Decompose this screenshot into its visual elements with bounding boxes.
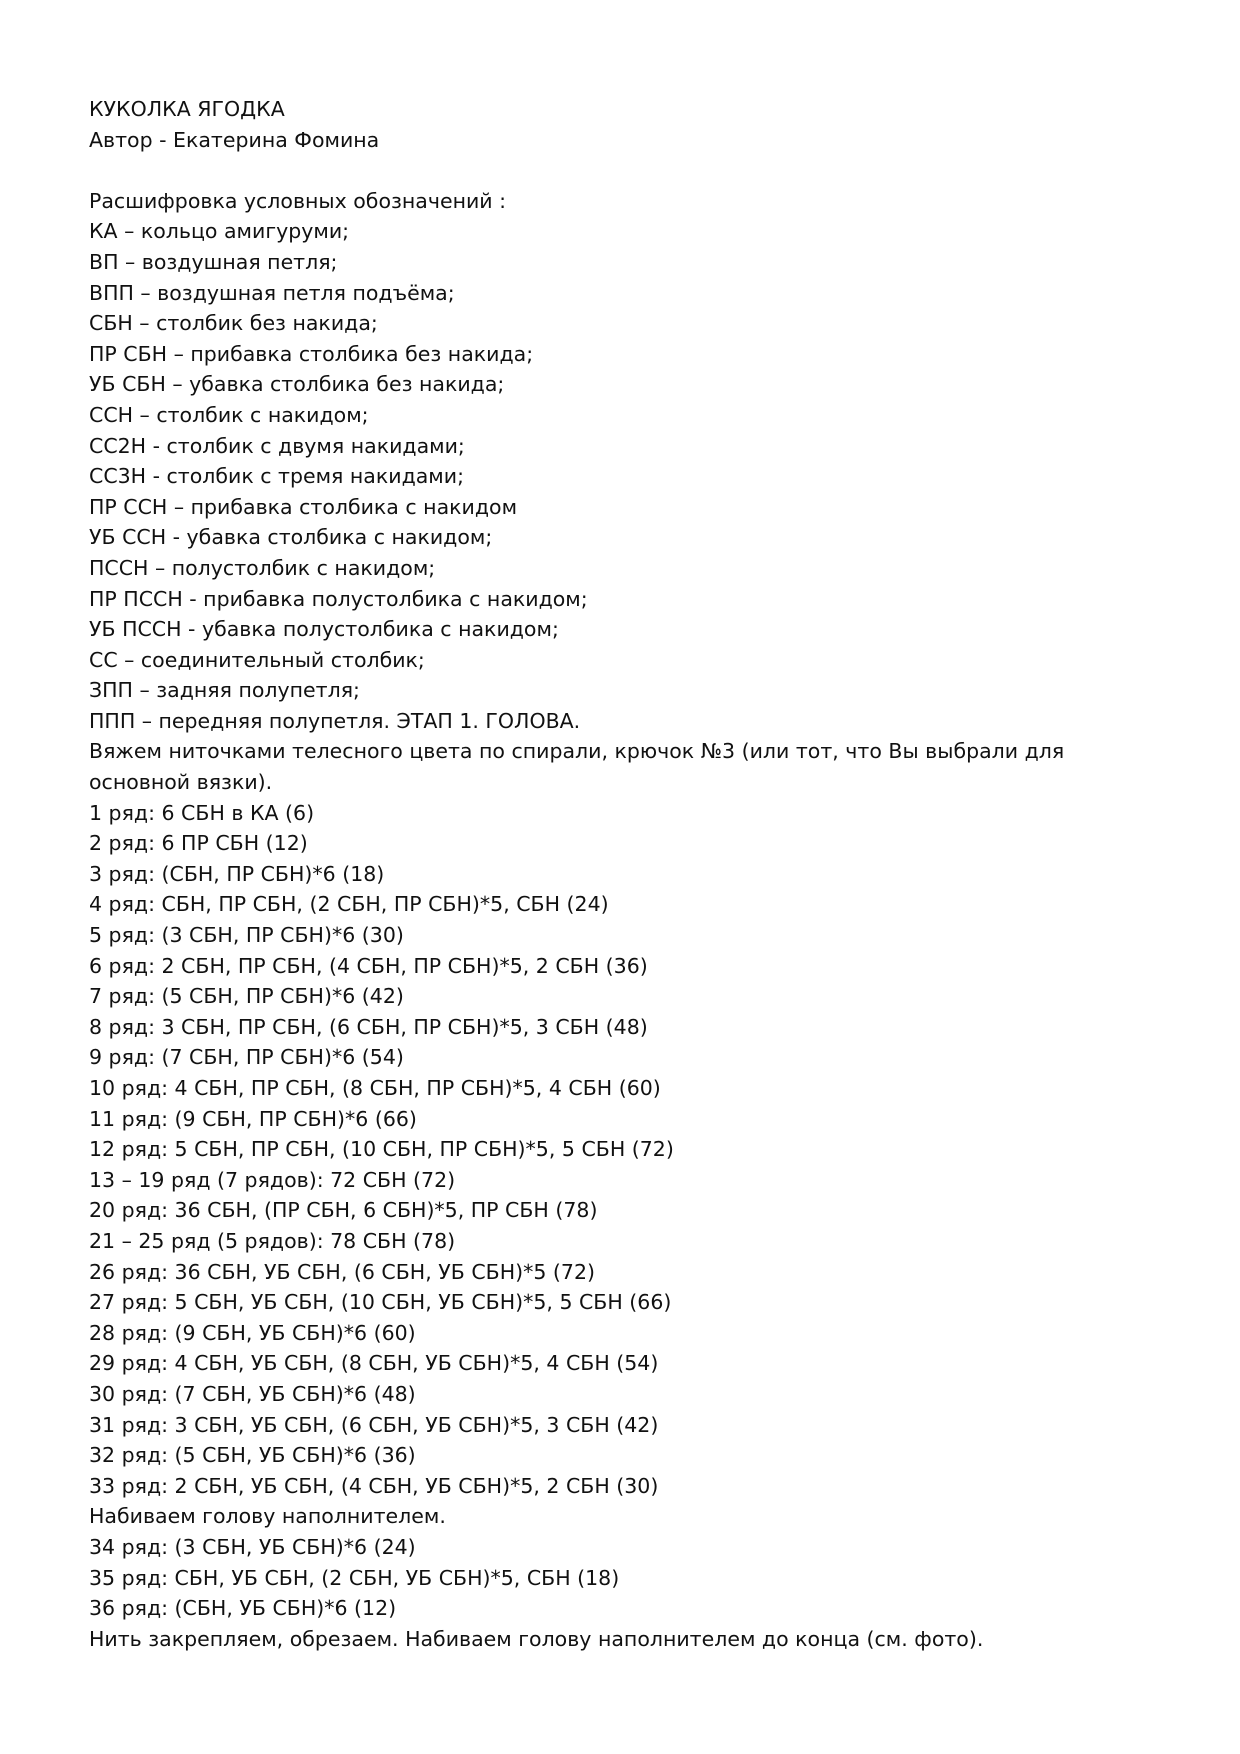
row-instruction: 9 ряд: (7 СБН, ПР СБН)*6 (54) (89, 1045, 404, 1070)
row-instruction: 12 ряд: 5 СБН, ПР СБН, (10 СБН, ПР СБН)*5, 5 СБН (72) (89, 1137, 674, 1162)
row-instruction: 5 ряд: (3 СБН, ПР СБН)*6 (30) (89, 923, 404, 948)
abbreviation-item: УБ СБН – убавка столбика без накида; (89, 372, 505, 397)
row-list (89, 798, 1169, 1502)
row-instruction: 36 ряд: (СБН, УБ СБН)*6 (12) (89, 1596, 397, 1621)
abbreviation-item: ПР ПССН - прибавка полустолбика с накидом; (89, 586, 588, 611)
row-instruction: 3 ряд: (СБН, ПР СБН)*6 (18) (89, 861, 385, 886)
abbreviation-item: ППП – передняя полупетля. ЭТАП 1. ГОЛОВА. (89, 708, 581, 733)
abbreviation-list (89, 216, 1169, 736)
row-instruction: 29 ряд: 4 СБН, УБ СБН, (8 СБН, УБ СБН)*5, 4 СБН (54) (89, 1351, 659, 1376)
row-instruction: 33 ряд: 2 СБН, УБ СБН, (4 СБН, УБ СБН)*5, 2 СБН (30) (89, 1473, 659, 1498)
row-instruction: 11 ряд: (9 СБН, ПР СБН)*6 (66) (89, 1106, 417, 1131)
document-author: Автор - Екатерина Фомина (89, 127, 380, 152)
row-instruction: 34 ряд: (3 СБН, УБ СБН)*6 (24) (89, 1534, 416, 1559)
row-instruction: 2 ряд: 6 ПР СБН (12) (89, 831, 308, 856)
row-instruction: 20 ряд: 36 СБН, (ПР СБН, 6 СБН)*5, ПР СБН (78) (89, 1198, 598, 1223)
abbreviation-item: ЗПП – задняя полупетля; (89, 678, 360, 703)
abbreviation-item: ВПП – воздушная петля подъёма; (89, 280, 455, 305)
abbreviation-item: СС3Н - столбик с тремя накидами; (89, 464, 465, 489)
abbreviation-item: ВП – воздушная петля; (89, 249, 338, 274)
abbreviation-item: КА – кольцо амигуруми; (89, 219, 350, 244)
document-title: КУКОЛКА ЯГОДКА (89, 97, 285, 121)
abbreviation-item: ПР СБН – прибавка столбика без накида; (89, 341, 534, 366)
row-instruction: 6 ряд: 2 СБН, ПР СБН, (4 СБН, ПР СБН)*5, 2 СБН (36) (89, 953, 648, 978)
row-instruction: 8 ряд: 3 СБН, ПР СБН, (6 СБН, ПР СБН)*5, 3 СБН (48) (89, 1014, 648, 1039)
row-instruction: 35 ряд: СБН, УБ СБН, (2 СБН, УБ СБН)*5, СБН (18) (89, 1565, 620, 1590)
row-instruction: 26 ряд: 36 СБН, УБ СБН, (6 СБН, УБ СБН)*5 (72) (89, 1259, 596, 1284)
row-instruction: 31 ряд: 3 СБН, УБ СБН, (6 СБН, УБ СБН)*5, 3 СБН (42) (89, 1412, 659, 1437)
abbreviation-item: СБН – столбик без накида; (89, 311, 378, 336)
abbreviation-item: УБ ССН - убавка столбика с накидом; (89, 525, 493, 550)
intro-text-line: основной вязки). (89, 770, 273, 795)
row-instruction: 7 ряд: (5 СБН, ПР СБН)*6 (42) (89, 984, 404, 1009)
row-instruction: 30 ряд: (7 СБН, УБ СБН)*6 (48) (89, 1381, 416, 1406)
abbreviation-item: ПССН – полустолбик с накидом; (89, 555, 436, 580)
abbreviation-item: СС – соединительный столбик; (89, 647, 425, 672)
row-instruction: 21 – 25 ряд (5 рядов): 78 СБН (78) (89, 1228, 456, 1253)
row-list-continued (89, 1532, 1169, 1624)
abbreviation-item: УБ ПССН - убавка полустолбика с накидом; (89, 617, 559, 642)
intro-text-line: Вяжем ниточками телесного цвета по спирали, крючок №3 (или тот, что Вы выбрали для (89, 739, 1065, 764)
abbreviation-item: ПР ССН – прибавка столбика с накидом (89, 494, 518, 519)
document-body (89, 94, 1169, 1654)
row-instruction: 13 – 19 ряд (7 рядов): 72 СБН (72) (89, 1167, 456, 1192)
closing-note: Нить закрепляем, обрезаем. Набиваем голову наполнителем до конца (см. фото). (89, 1626, 984, 1651)
stuffing-note: Набиваем голову наполнителем. (89, 1504, 446, 1529)
abbreviation-item: ССН – столбик с накидом; (89, 402, 369, 427)
row-instruction: 4 ряд: СБН, ПР СБН, (2 СБН, ПР СБН)*5, СБН (24) (89, 892, 609, 917)
row-instruction: 27 ряд: 5 СБН, УБ СБН, (10 СБН, УБ СБН)*5, 5 СБН (66) (89, 1290, 672, 1315)
row-instruction: 1 ряд: 6 СБН в КА (6) (89, 800, 315, 825)
row-instruction: 32 ряд: (5 СБН, УБ СБН)*6 (36) (89, 1443, 416, 1468)
paragraph-spacer (89, 155, 1169, 186)
abbreviation-item: СС2Н - столбик с двумя накидами; (89, 433, 465, 458)
row-instruction: 28 ряд: (9 СБН, УБ СБН)*6 (60) (89, 1320, 416, 1345)
row-instruction: 10 ряд: 4 СБН, ПР СБН, (8 СБН, ПР СБН)*5, 4 СБН (60) (89, 1076, 661, 1100)
legend-heading: Расшифровка условных обозначений : (89, 188, 507, 213)
